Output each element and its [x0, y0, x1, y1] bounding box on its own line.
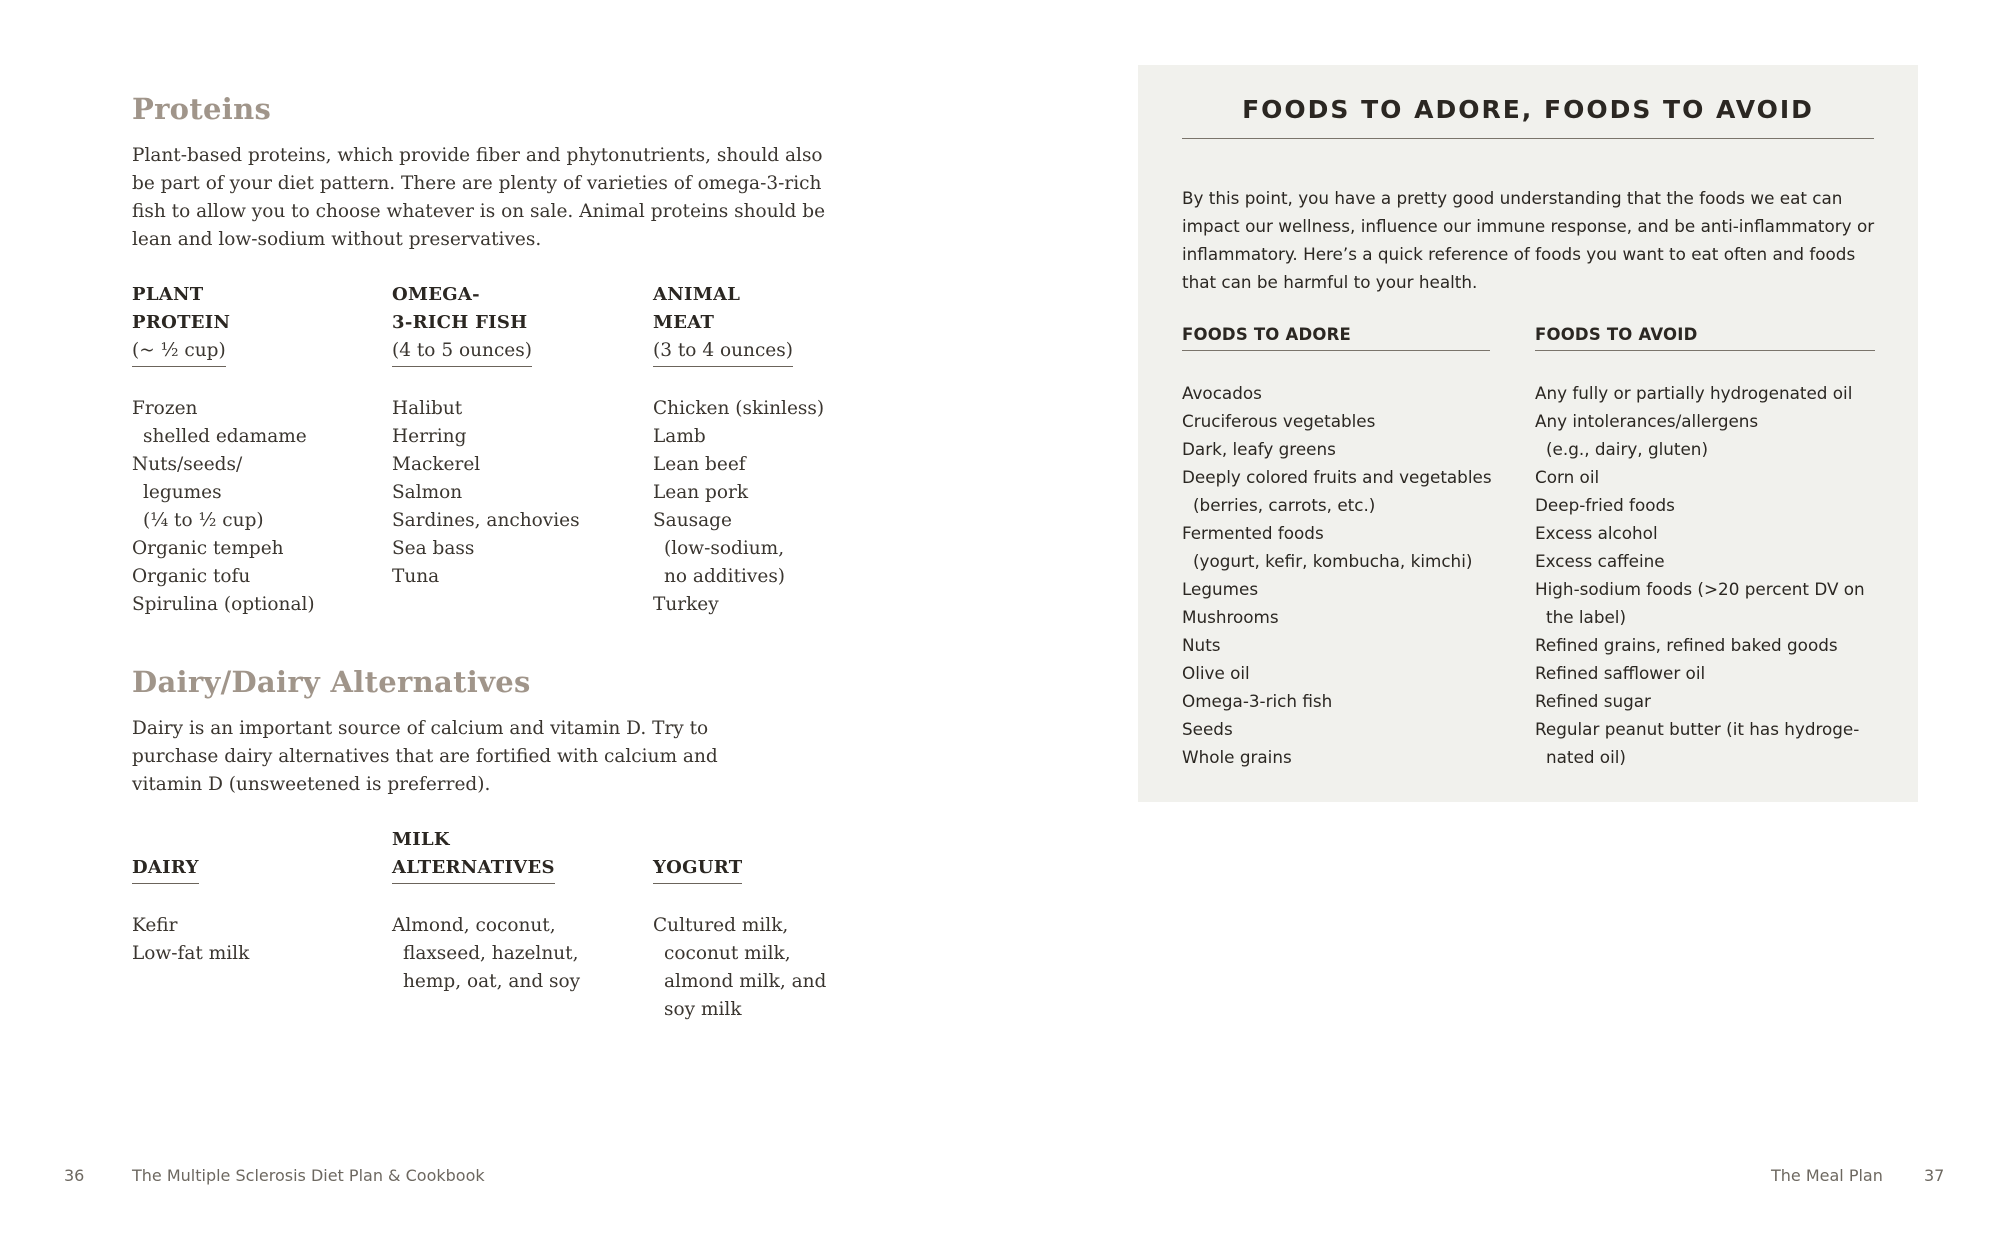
list-item	[132, 591, 382, 619]
column-heading-under: ALTERNATIVES	[392, 854, 555, 884]
list-item-text: Deeply colored fruits and vegetables	[1182, 467, 1492, 487]
list-item	[1535, 407, 1875, 463]
list-item	[1182, 743, 1490, 771]
list-item-text: Excess alcohol	[1535, 523, 1658, 543]
list-item-text: Spirulina (optional)	[132, 594, 315, 615]
list-item	[653, 479, 903, 507]
list-item-text: Kefir	[132, 915, 178, 936]
list-item-text: Fermented foods	[1182, 523, 1324, 543]
list-item-text: Tuna	[392, 566, 440, 587]
foods-to-avoid-heading: FOODS TO AVOID	[1535, 321, 1875, 351]
dairy-heading: Dairy/Dairy Alternatives	[132, 665, 531, 699]
list-item	[653, 912, 903, 1024]
proteins-paragraph: Plant-based proteins, which provide fiber and phytonutrients, should also be part of your diet pattern. There are plenty of varieties of omega-3-rich fish to allow you to choose whatever is on sale. Animal proteins should be lean and low-sodium without preservatives.	[132, 145, 826, 250]
column-heading-line: 3-RICH FISH	[392, 312, 528, 333]
list-item-text: Salmon	[392, 482, 463, 503]
book-title-footer: The Multiple Sclerosis Diet Plan & Cookbook	[132, 1166, 485, 1185]
column-subheading-wrap	[392, 337, 642, 367]
column-subheading-wrap	[132, 337, 382, 367]
dairy-paragraph: Dairy is an important source of calcium and vitamin D. Try to purchase dairy alternatives that are fortified with calcium and vitamin D (unsweetened is preferred).	[132, 718, 718, 795]
list-item-text: Nuts	[1182, 635, 1221, 655]
list-item-text: Lean beef	[653, 454, 746, 475]
list-item	[653, 507, 903, 591]
list-item-text: High-sodium foods (>20 percent DV on	[1535, 579, 1865, 599]
column-heading-top	[653, 826, 903, 854]
column-subheading: (3 to 4 ounces)	[653, 337, 793, 367]
column-heading	[132, 281, 382, 337]
list-item-text: Deep-fried foods	[1535, 495, 1675, 515]
list-item-text: Nuts/seeds/	[132, 454, 243, 475]
list-item	[1535, 715, 1875, 771]
foods-to-adore-list	[1182, 379, 1490, 771]
list-item	[1182, 687, 1490, 715]
column-subheading-wrap	[653, 337, 903, 367]
column-subheading: (4 to 5 ounces)	[392, 337, 532, 367]
page-number-left: 36	[64, 1166, 85, 1185]
list-item-text: Seeds	[1182, 719, 1233, 739]
list-item-text: Sausage	[653, 510, 732, 531]
list-item	[392, 507, 642, 535]
list-item-text: Whole grains	[1182, 747, 1292, 767]
column-heading-under: DAIRY	[132, 854, 199, 884]
list-item	[653, 423, 903, 451]
foods-to-adore-column	[1182, 321, 1490, 771]
list-item-text: Sea bass	[392, 538, 475, 559]
list-item-text: Lean pork	[653, 482, 749, 503]
list-item-text: Olive oil	[1182, 663, 1250, 683]
list-item	[1182, 379, 1490, 407]
list-item	[392, 395, 642, 423]
list-item	[1182, 575, 1490, 603]
list-item	[1182, 603, 1490, 631]
list-item	[132, 940, 382, 968]
list-item-text: Turkey	[653, 594, 719, 615]
foods-to-avoid-list	[1535, 379, 1875, 771]
dairy-column	[653, 826, 903, 1024]
list-item	[1535, 575, 1875, 631]
list-item-continuation: shelled edamame	[143, 426, 307, 447]
list-item-text: Refined sugar	[1535, 691, 1651, 711]
list-item-text: Organic tempeh	[132, 538, 284, 559]
column-list	[392, 912, 642, 996]
dairy-column	[132, 826, 382, 968]
list-item	[392, 479, 642, 507]
list-item-text: Refined grains, refined baked goods	[1535, 635, 1838, 655]
column-heading	[653, 281, 903, 337]
list-item-continuation: coconut milk,	[664, 943, 791, 964]
list-item-text: Regular peanut butter (it has hydroge-	[1535, 719, 1860, 739]
protein-column	[132, 281, 382, 619]
column-list	[653, 395, 903, 619]
list-item-continuation: (berries, carrots, etc.)	[1193, 495, 1376, 515]
list-item	[1182, 659, 1490, 687]
protein-column	[392, 281, 642, 591]
list-item-continuation: (¼ to ½ cup)	[143, 510, 264, 531]
list-item	[653, 591, 903, 619]
column-heading-top: MILK	[392, 829, 450, 850]
column-heading-under: YOGURT	[653, 854, 742, 884]
list-item-continuation: (e.g., dairy, gluten)	[1546, 439, 1708, 459]
list-item	[132, 395, 382, 451]
list-item	[1182, 631, 1490, 659]
column-subheading: (~ ½ cup)	[132, 337, 226, 367]
list-item-text: Any intolerances/allergens	[1535, 411, 1759, 431]
list-item-continuation: (yogurt, kefir, kombucha, kimchi)	[1193, 551, 1473, 571]
dairy-column	[392, 826, 642, 996]
column-list	[653, 912, 903, 1024]
list-item-text: Omega-3-rich fish	[1182, 691, 1333, 711]
list-item	[132, 912, 382, 940]
sidebar-intro: By this point, you have a pretty good understanding that the foods we eat can impact our wellness, influence our immune response, and be anti-inflammatory or inflammatory. Here’s a quick reference of foods you want to eat often and foods that can be harmful to your health.	[1182, 188, 1875, 292]
column-heading-line: MEAT	[653, 312, 715, 333]
column-list	[132, 395, 382, 619]
column-list	[392, 395, 642, 591]
page-number-right: 37	[1924, 1166, 1945, 1185]
list-item	[1535, 379, 1875, 407]
list-item-text: Chicken (skinless)	[653, 398, 825, 419]
column-heading-line: PROTEIN	[132, 312, 231, 333]
protein-column	[653, 281, 903, 619]
list-item-text: Mushrooms	[1182, 607, 1279, 627]
list-item	[132, 451, 382, 535]
right-page	[1000, 0, 2000, 1233]
list-item-continuation: soy milk	[664, 999, 742, 1020]
list-item	[392, 535, 642, 563]
list-item-continuation: hemp, oat, and soy	[403, 971, 581, 992]
list-item	[653, 451, 903, 479]
column-heading-top	[132, 826, 382, 854]
list-item-continuation: no additives)	[664, 566, 786, 587]
list-item	[1535, 519, 1875, 547]
list-item-text: Avocados	[1182, 383, 1262, 403]
list-item	[1182, 463, 1490, 519]
list-item-text: Frozen	[132, 398, 198, 419]
list-item-text: Almond, coconut,	[392, 915, 556, 936]
list-item-text: Mackerel	[392, 454, 481, 475]
list-item	[392, 423, 642, 451]
list-item-continuation: almond milk, and	[664, 971, 827, 992]
list-item	[1535, 463, 1875, 491]
list-item	[392, 451, 642, 479]
sidebar-title: FOODS TO ADORE, FOODS TO AVOID	[1182, 95, 1874, 139]
list-item-text: Excess caffeine	[1535, 551, 1665, 571]
list-item-continuation: (low-sodium,	[664, 538, 785, 559]
list-item-text: Cultured milk,	[653, 915, 789, 936]
list-item-continuation: nated oil)	[1546, 747, 1626, 767]
list-item	[1535, 659, 1875, 687]
list-item-text: Dark, leafy greens	[1182, 439, 1336, 459]
list-item	[1182, 519, 1490, 575]
list-item	[132, 535, 382, 563]
list-item	[1535, 687, 1875, 715]
foods-to-avoid-column	[1535, 321, 1875, 771]
column-list	[132, 912, 382, 968]
list-item	[1535, 491, 1875, 519]
list-item-continuation: flaxseed, hazelnut,	[403, 943, 579, 964]
column-heading	[392, 826, 642, 884]
list-item-continuation: legumes	[143, 482, 222, 503]
column-heading	[653, 826, 903, 884]
column-heading-line: PLANT	[132, 284, 204, 305]
column-heading	[392, 281, 642, 337]
column-heading-line: OMEGA-	[392, 284, 480, 305]
proteins-heading: Proteins	[132, 92, 272, 126]
list-item	[132, 563, 382, 591]
list-item-text: Refined safflower oil	[1535, 663, 1706, 683]
list-item-text: Low-fat milk	[132, 943, 250, 964]
list-item-text: Herring	[392, 426, 467, 447]
list-item	[653, 395, 903, 423]
column-heading	[132, 826, 382, 884]
list-item-text: Organic tofu	[132, 566, 251, 587]
list-item-text: Corn oil	[1535, 467, 1600, 487]
list-item-text: Sardines, anchovies	[392, 510, 580, 531]
list-item-text: Legumes	[1182, 579, 1259, 599]
list-item-text: Any fully or partially hydrogenated oil	[1535, 383, 1853, 403]
list-item-text: Cruciferous vegetables	[1182, 411, 1376, 431]
list-item	[1182, 407, 1490, 435]
list-item	[1182, 435, 1490, 463]
list-item	[1535, 631, 1875, 659]
list-item	[392, 912, 642, 996]
list-item-text: Lamb	[653, 426, 706, 447]
section-name-footer: The Meal Plan	[1771, 1166, 1883, 1185]
list-item	[392, 563, 642, 591]
list-item	[1535, 547, 1875, 575]
foods-sidebar	[1138, 65, 1918, 802]
foods-to-adore-heading: FOODS TO ADORE	[1182, 321, 1490, 351]
list-item	[1182, 715, 1490, 743]
list-item-text: Halibut	[392, 398, 463, 419]
column-heading-line: ANIMAL	[653, 284, 741, 305]
list-item-continuation: the label)	[1546, 607, 1627, 627]
